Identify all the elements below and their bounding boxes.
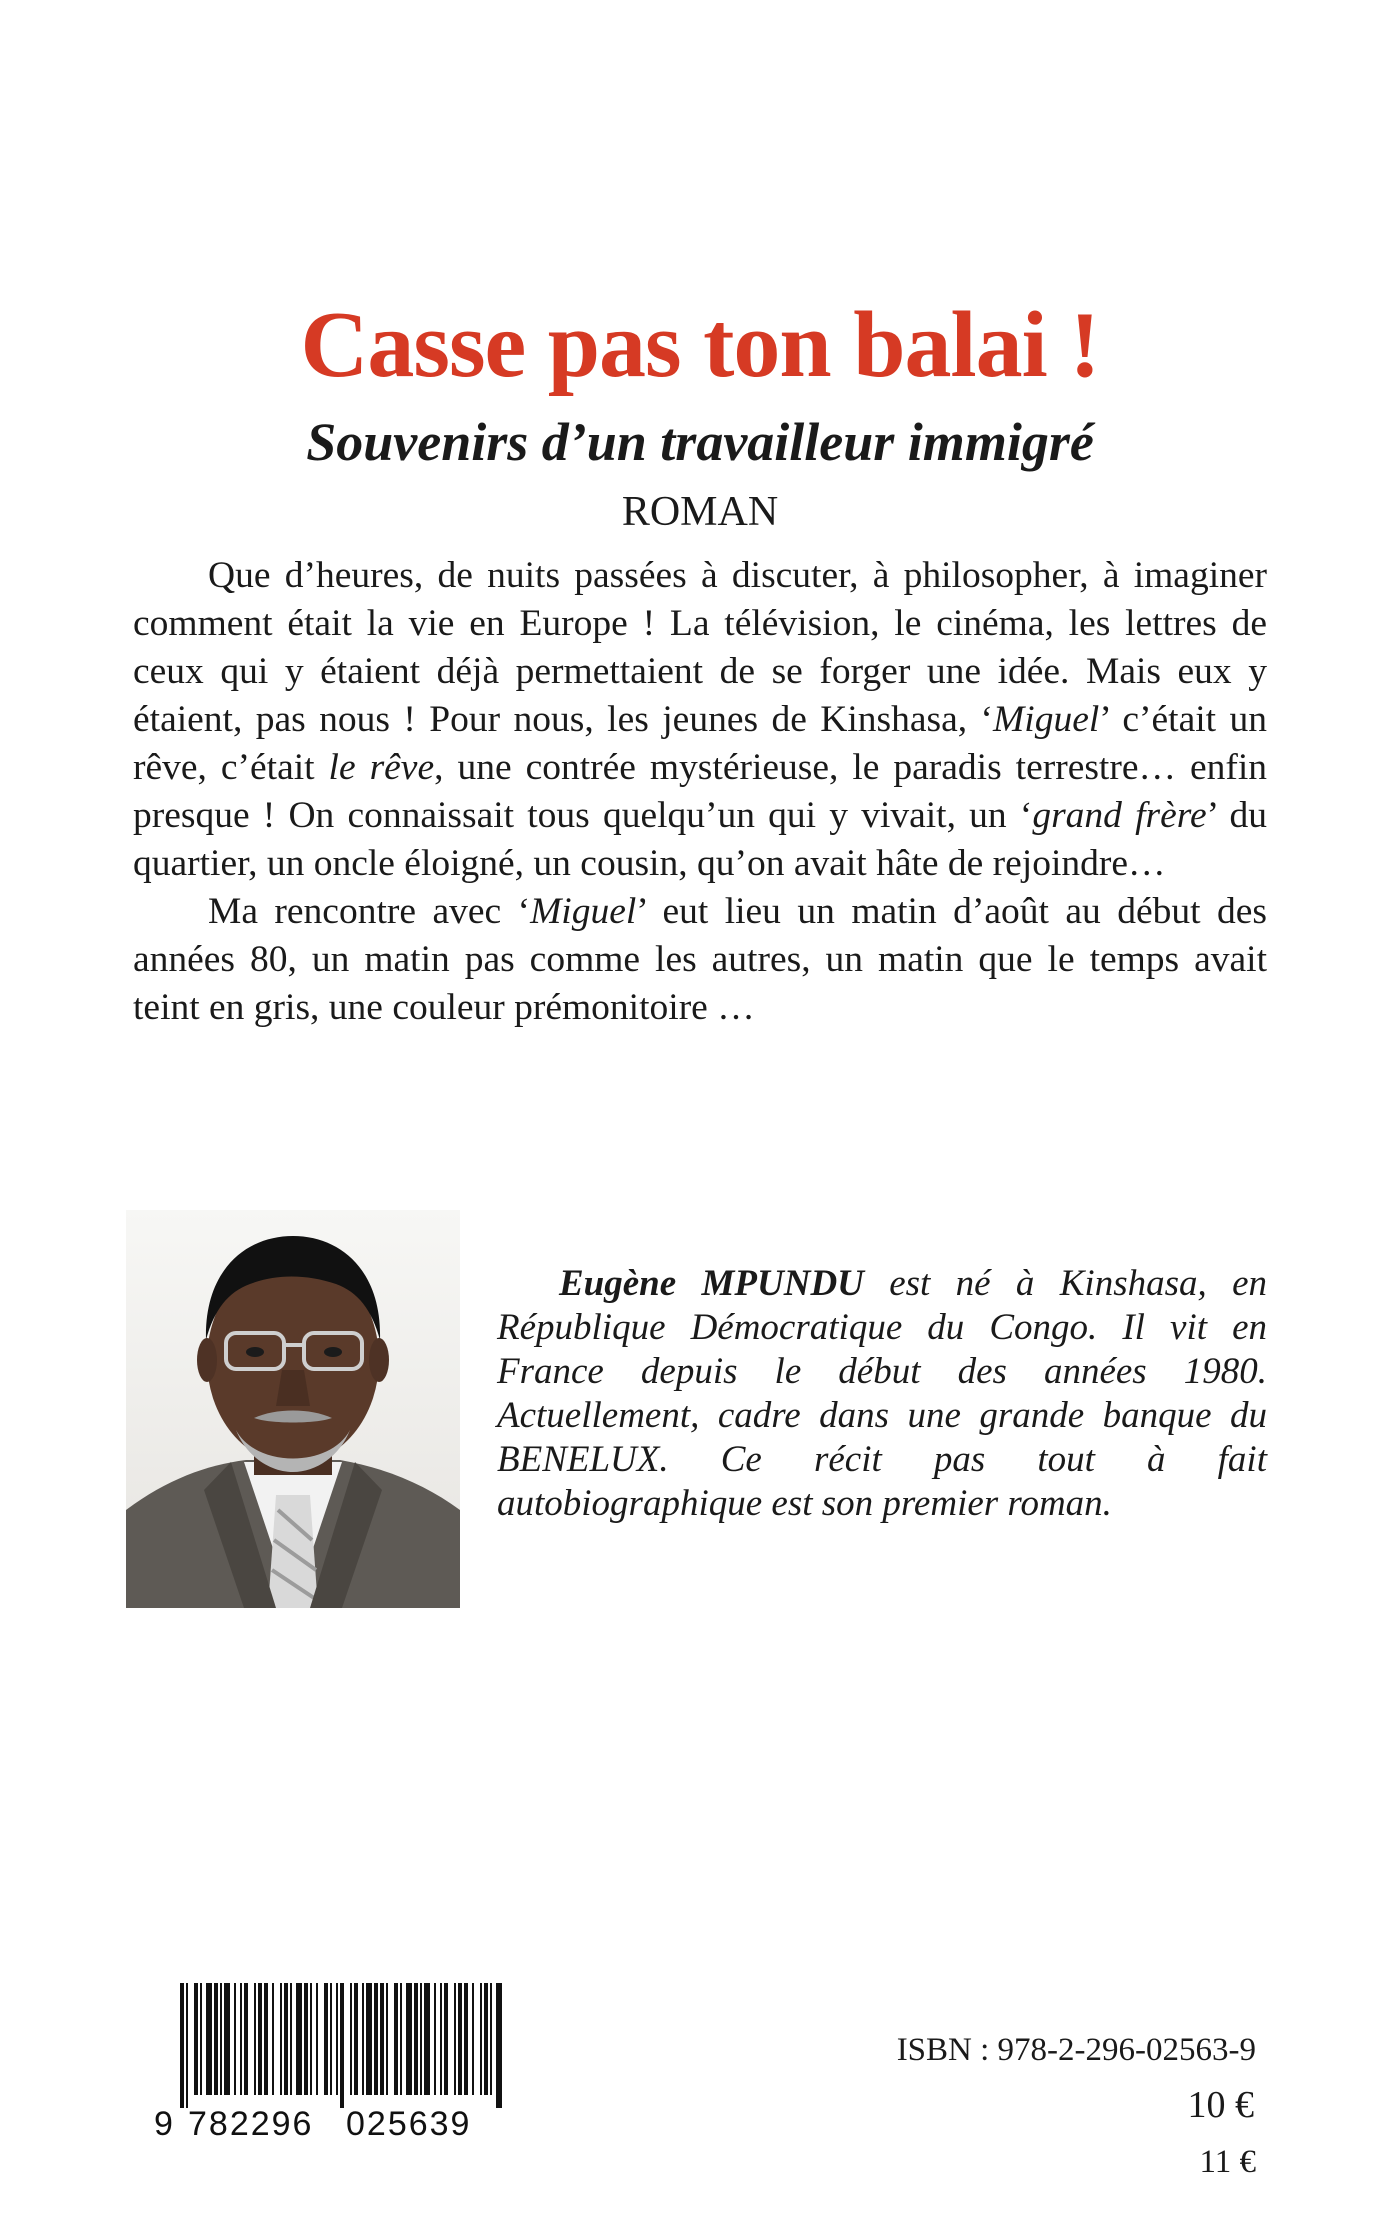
barcode-bar bbox=[354, 1983, 358, 2095]
barcode-bar bbox=[336, 1983, 338, 2095]
barcode-bar bbox=[420, 1983, 422, 2095]
author-bio-text: est né à Kinshasa, en République Démocratique du Congo. Il vit en France depuis le début des années 1980. Actuellement, cadre dans une grande banque du BENELUX. Ce récit pas tout à fait autobiographique est son premier roman. bbox=[497, 1263, 1267, 1524]
barcode-bar bbox=[214, 1983, 218, 2095]
blurb-paragraph-2 bbox=[133, 888, 1267, 1032]
isbn-number: ISBN : 978-2-296-02563-9 bbox=[896, 2032, 1256, 2068]
barcode-bar bbox=[458, 1983, 462, 2095]
author-portrait-icon bbox=[126, 1210, 460, 1608]
barcode-bar bbox=[244, 1983, 248, 2095]
barcode-bar bbox=[440, 1983, 442, 2095]
book-subtitle: Souvenirs d’un travailleur immigré bbox=[306, 412, 1094, 472]
blurb-text bbox=[133, 552, 1267, 1032]
barcode-bar bbox=[280, 1983, 282, 2095]
blurb-text-run: ’ eut lieu un matin d’août au début des années 80, un matin pas comme les autres, un matin que le temps avait teint en gris, une couleur prémonitoire … bbox=[133, 891, 1267, 1028]
author-name: Eugène MPUNDU bbox=[559, 1263, 864, 1304]
price-secondary: 11 € bbox=[1199, 2144, 1256, 2180]
barcode-bar bbox=[240, 1983, 242, 2095]
barcode-bar bbox=[264, 1983, 268, 2095]
barcode-bar bbox=[186, 1983, 188, 2108]
barcode-bar bbox=[484, 1983, 488, 2095]
barcode-bar bbox=[366, 1983, 372, 2095]
barcode-bar bbox=[234, 1983, 236, 2095]
barcode-icon bbox=[150, 1983, 510, 2138]
blurb-italic-run: Miguel bbox=[993, 699, 1100, 740]
barcode-bar bbox=[296, 1983, 302, 2095]
barcode-bar bbox=[310, 1983, 312, 2095]
blurb-text-run: ’ c’était un rêve, c’était bbox=[133, 699, 1267, 788]
book-title: Casse pas ton balai ! bbox=[300, 293, 1100, 397]
author-bio bbox=[497, 1262, 1267, 1526]
barcode-bar bbox=[224, 1983, 230, 2095]
barcode-bar bbox=[472, 1983, 474, 2095]
barcode-bars bbox=[180, 1983, 502, 2108]
barcode-bar bbox=[386, 1983, 388, 2095]
blurb-italic-run: Miguel bbox=[530, 891, 637, 932]
barcode-bar bbox=[180, 1983, 184, 2108]
barcode-bar bbox=[200, 1983, 202, 2095]
barcode-bar bbox=[444, 1983, 448, 2095]
barcode-bar bbox=[304, 1983, 308, 2095]
barcode-bar bbox=[394, 1983, 398, 2095]
blurb-text-run: Que d’heures, de nuits passées à discuter, à philosopher, à imaginer comment était la vie en Europe ! La télévision, le cinéma, les lettres de ceux qui y étaient déjà permettaient de se forger une idée. Mais eux y étaient, pas nous ! Pour nous, les jeunes de Kinshasa, ‘ bbox=[133, 555, 1267, 740]
barcode-bar bbox=[480, 1983, 482, 2095]
price-primary: 10 € bbox=[1187, 2084, 1254, 2126]
barcode-bar bbox=[434, 1983, 436, 2095]
barcode-bar bbox=[254, 1983, 256, 2095]
blurb-paragraph-1 bbox=[133, 552, 1267, 888]
barcode-digit-prefix: 9 bbox=[154, 2105, 173, 2138]
barcode-bar bbox=[464, 1983, 468, 2095]
barcode-bar bbox=[220, 1983, 222, 2095]
blurb-italic-run: le rêve bbox=[328, 747, 435, 788]
blurb-text-run: Ma rencontre avec ‘ bbox=[208, 891, 531, 932]
barcode-bar bbox=[454, 1983, 456, 2095]
barcode-bar bbox=[496, 1983, 502, 2108]
barcode-bar bbox=[284, 1983, 288, 2095]
blurb-text-run: , une contrée mystérieuse, le paradis terrestre… enfin presque ! On connaissait tous quelqu’un qui y vivait, un ‘ bbox=[133, 747, 1268, 836]
barcode-bar bbox=[380, 1983, 384, 2095]
barcode-bar bbox=[194, 1983, 198, 2095]
genre-label: ROMAN bbox=[621, 489, 779, 535]
barcode-digits-right: 025639 bbox=[346, 2105, 472, 2138]
barcode-bar bbox=[490, 1983, 492, 2095]
barcode-bar bbox=[400, 1983, 402, 2095]
barcode-digits-left: 782296 bbox=[188, 2105, 314, 2138]
barcode-bar bbox=[258, 1983, 262, 2095]
barcode-bar bbox=[330, 1983, 332, 2095]
barcode-bar bbox=[362, 1983, 364, 2095]
barcode-bar bbox=[316, 1983, 318, 2095]
barcode-bar bbox=[206, 1983, 212, 2095]
barcode-bar bbox=[374, 1983, 378, 2095]
barcode-bar bbox=[290, 1983, 292, 2095]
author-bio-paragraph bbox=[497, 1262, 1267, 1526]
barcode-bar bbox=[272, 1983, 274, 2095]
barcode-bar bbox=[350, 1983, 352, 2095]
barcode-bar bbox=[324, 1983, 328, 2095]
barcode-bar bbox=[340, 1983, 344, 2108]
barcode-bar bbox=[424, 1983, 430, 2095]
blurb-italic-run: grand frère bbox=[1032, 795, 1207, 836]
barcode-bar bbox=[414, 1983, 418, 2095]
barcode-bar bbox=[406, 1983, 412, 2095]
blurb-text-run: ’ du quartier, un oncle éloigné, un cousin, qu’on avait hâte de rejoindre… bbox=[133, 795, 1267, 884]
